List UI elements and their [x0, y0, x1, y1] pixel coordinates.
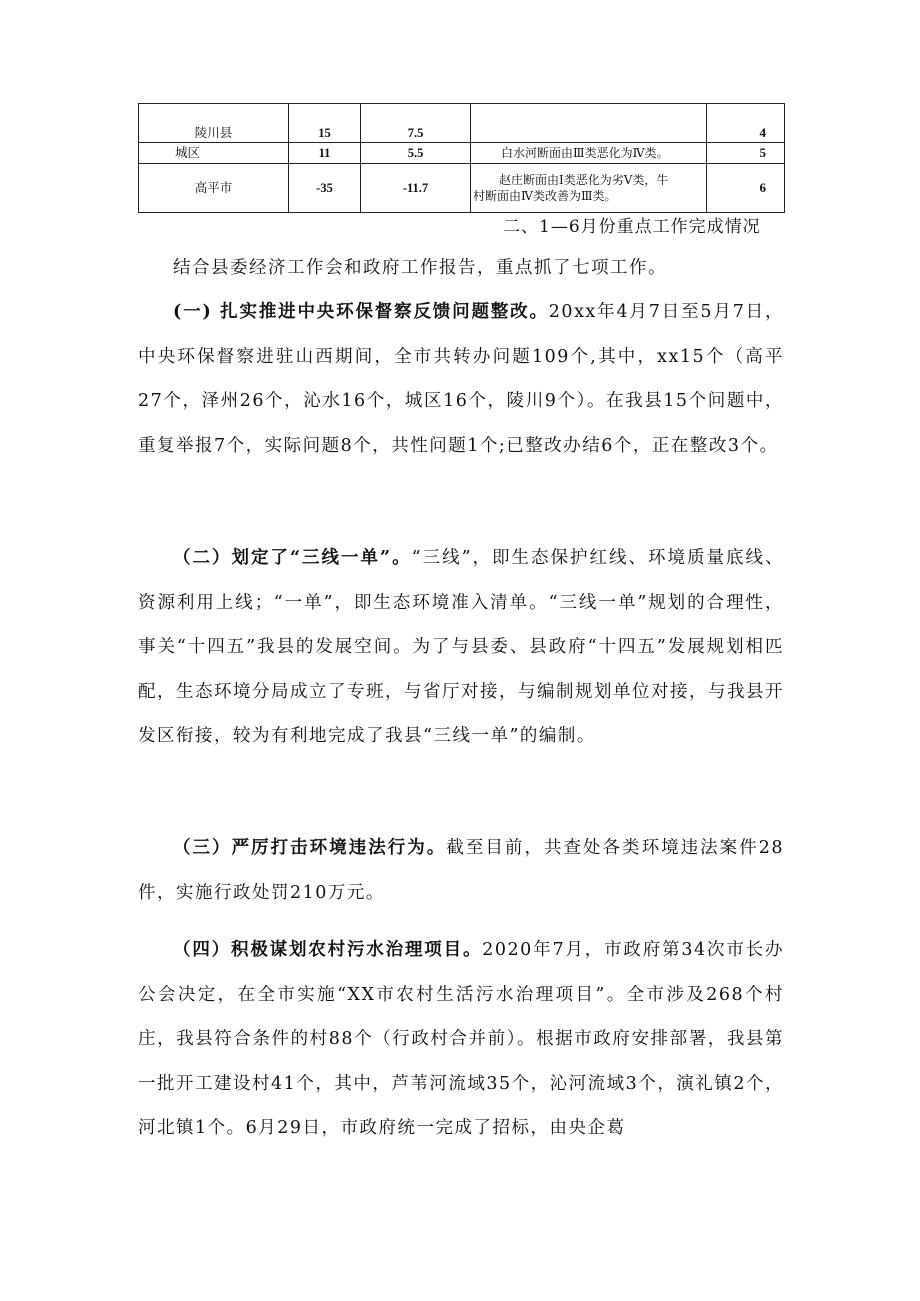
paragraph-4	[138, 928, 784, 1151]
paragraph-body: 20xx年4月7日至5月7日，中央环保督察进驻山西期间，全市共转办问题109个,其中，xx15个（高平27个，泽州26个，沁水16个，城区16个，陵川9个）。在我县15个问题中，重复举报7个，实际问题8个，共性问题1个;已整改办结6个，正在整改3个。	[138, 302, 784, 456]
value-1: -35	[316, 181, 333, 195]
table-cell	[289, 164, 361, 213]
paragraph-title: (一) 扎实推进中央环保督察反馈问题整改。	[173, 302, 549, 322]
county-name: 城区	[175, 145, 201, 160]
value-1: 11	[318, 146, 331, 160]
paragraph-2	[138, 536, 784, 759]
section-heading: 二、1—6月份重点工作完成情况	[503, 217, 761, 237]
value-2: 5.5	[407, 146, 424, 160]
county-name: 陵川县	[194, 125, 233, 140]
table-cell	[289, 104, 361, 143]
note-cell: 白水河断面由Ⅲ类恶化为Ⅳ类。	[471, 143, 707, 164]
table-cell	[361, 143, 471, 164]
paragraph-title: （四）积极谋划农村污水治理项目。	[173, 940, 483, 960]
table-row	[139, 164, 785, 213]
paragraph-1	[138, 290, 784, 468]
table-cell	[139, 104, 289, 143]
table-cell	[707, 164, 785, 213]
note-line: 赵庄断面由Ⅰ类恶化为劣Ⅴ类，牛	[499, 173, 669, 187]
paragraph-body: 2020年7月，市政府第34次市长办公会决定，在全市实施“XX市农村生活污水治理项目”。全市涉及268个村庄，我县符合条件的村88个（行政村合并前）。根据市政府安排部署，我县第一批开工建设村41个，其中，芦苇河流域35个，沁河流域3个，演礼镇2个，河北镇1个。6月29日，市政府统一完成了招标，由央企葛	[138, 940, 785, 1139]
note-line: 村断面由Ⅳ类改善为Ⅲ类。	[473, 189, 617, 203]
intro-paragraph: 结合县委经济工作会和政府工作报告，重点抓了七项工作。	[173, 258, 667, 278]
table-cell	[289, 143, 361, 164]
paragraph-title: （三）严厉打击环境违法行为。	[173, 838, 447, 858]
table-cell	[361, 104, 471, 143]
table-cell	[707, 104, 785, 143]
table-row	[139, 143, 785, 164]
rank-value: 6	[759, 180, 766, 195]
value-2: -11.7	[402, 181, 429, 195]
note-cell	[471, 164, 707, 213]
water-quality-table	[138, 103, 785, 213]
table-cell	[361, 164, 471, 213]
table-row	[139, 104, 785, 143]
paragraph-3	[138, 826, 784, 915]
rank-value: 5	[759, 145, 766, 160]
value-1: 15	[318, 126, 331, 140]
table-cell	[139, 164, 289, 213]
paragraph-title: （二）划定了“三线一单”。	[173, 548, 412, 568]
table-cell	[707, 143, 785, 164]
paragraph-body: 截至目前，共查处各类环境违法案件28件，实施行政处罚210万元。	[138, 838, 784, 903]
value-2: 7.5	[407, 126, 424, 140]
rank-value: 4	[759, 125, 766, 140]
table-cell	[139, 143, 289, 164]
county-name: 高平市	[194, 180, 233, 195]
paragraph-body: “三线”，即生态保护红线、环境质量底线、资源利用上线；“一单”，即生态环境准入清单。“三线一单”规划的合理性，事关“十四五”我县的发展空间。为了与县委、县政府“十四五”发展规划相匹配，生态环境分局成立了专班，与省厅对接，与编制规划单位对接，与我县开发区衔接，较为有利地完成了我县“三线一单”的编制。	[138, 548, 784, 747]
note-cell	[471, 104, 707, 143]
